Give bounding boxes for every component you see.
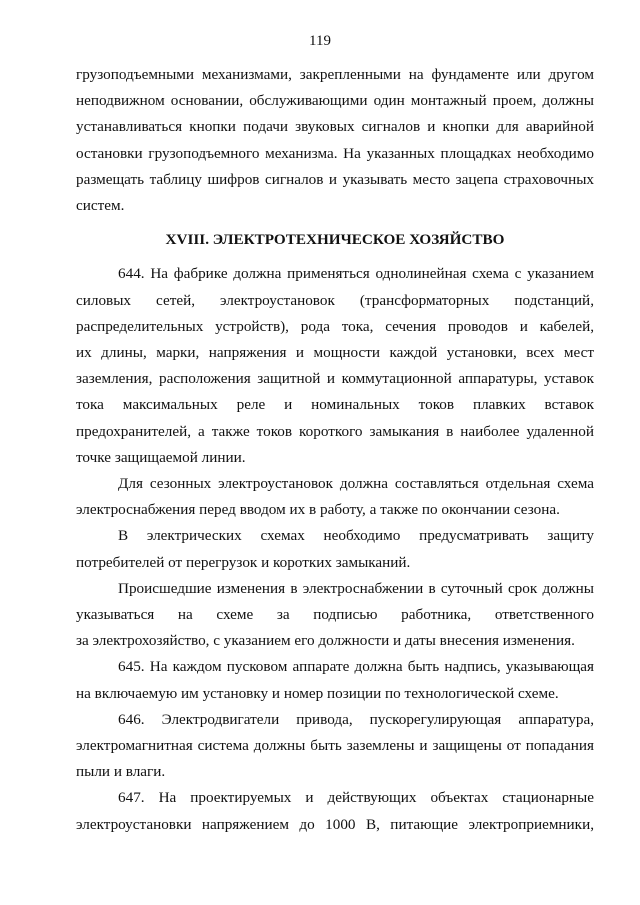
paragraph-647: [76, 785, 594, 837]
paragraph-645: [76, 654, 594, 706]
text-line: тока максимальных реле и номинальных токов плавких вставок: [76, 396, 594, 414]
text-line: заземления, расположения защитной и коммутационной аппаратуры, уставок: [76, 370, 594, 388]
text-line: остановки грузоподъемного механизма. На указанных площадках необходимо: [76, 144, 594, 162]
section-heading: XVIII. ЭЛЕКТРОТЕХНИЧЕСКОЕ ХОЗЯЙСТВО: [165, 231, 505, 249]
text-line: В электрических схемах необходимо предусматривать защиту: [118, 527, 594, 545]
text-line: пыли и влаги.: [76, 763, 166, 781]
text-line: 644. На фабрике должна применяться однолинейная схема с указанием: [118, 265, 594, 283]
paragraph-protection: [76, 523, 594, 575]
text-line: электроустановки напряжением до 1000 В, питающие электроприемники,: [76, 815, 594, 833]
text-line: их длины, марки, напряжения и мощности каждой установки, всех мест: [76, 344, 594, 362]
text-line: на включаемую им установку и номер позиции по технологической схеме.: [76, 684, 559, 702]
text-line: Происшедшие изменения в электроснабжении в суточный срок должны: [118, 579, 594, 597]
page-content: [76, 62, 594, 838]
text-line: распределительных устройств), рода тока, сечения проводов и кабелей,: [76, 317, 594, 335]
text-line: устанавливаться кнопки подачи звуковых сигналов и кнопки для аварийной: [76, 118, 594, 136]
text-line: точке защищаемой линии.: [76, 448, 246, 466]
text-line: Для сезонных электроустановок должна составляться отдельная схема: [118, 475, 594, 493]
text-line: неподвижном основании, обслуживающими один монтажный проем, должны: [76, 92, 594, 110]
paragraph-seasonal: [76, 471, 594, 523]
page-number: 119: [309, 33, 331, 49]
text-line: грузоподъемными механизмами, закрепленными на фундаменте или другом: [76, 66, 594, 83]
text-line: за электрохозяйство, с указанием его должности и даты внесения изменения.: [76, 632, 575, 650]
text-line: систем.: [76, 197, 125, 215]
paragraph-644: [76, 261, 594, 471]
text-line: 646. Электродвигатели привода, пускорегулирующая аппаратура,: [118, 710, 594, 728]
paragraph-changes: [76, 576, 594, 655]
text-line: размещать таблицу шифров сигналов и указывать место зацепа страховочных: [76, 170, 594, 188]
text-line: указываться на схеме за подписью работника, ответственного: [76, 606, 594, 624]
text-line: предохранителей, а также токов короткого замыкания в наиболее удаленной: [76, 422, 594, 440]
text-line: 645. На каждом пусковом аппарате должна быть надпись, указывающая: [118, 658, 594, 676]
text-line: электроснабжения перед вводом их в работу, а также по окончании сезона.: [76, 501, 560, 519]
text-line: 647. На проектируемых и действующих объектах стационарные: [118, 789, 594, 807]
text-line: силовых сетей, электроустановок (трансформаторных подстанций,: [76, 291, 594, 309]
text-line: электромагнитная система должны быть заземлены и защищены от попадания: [76, 737, 594, 755]
intro-paragraph: [76, 62, 594, 219]
paragraph-646: [76, 707, 594, 786]
text-line: потребителей от перегрузок и коротких замыканий.: [76, 553, 411, 571]
